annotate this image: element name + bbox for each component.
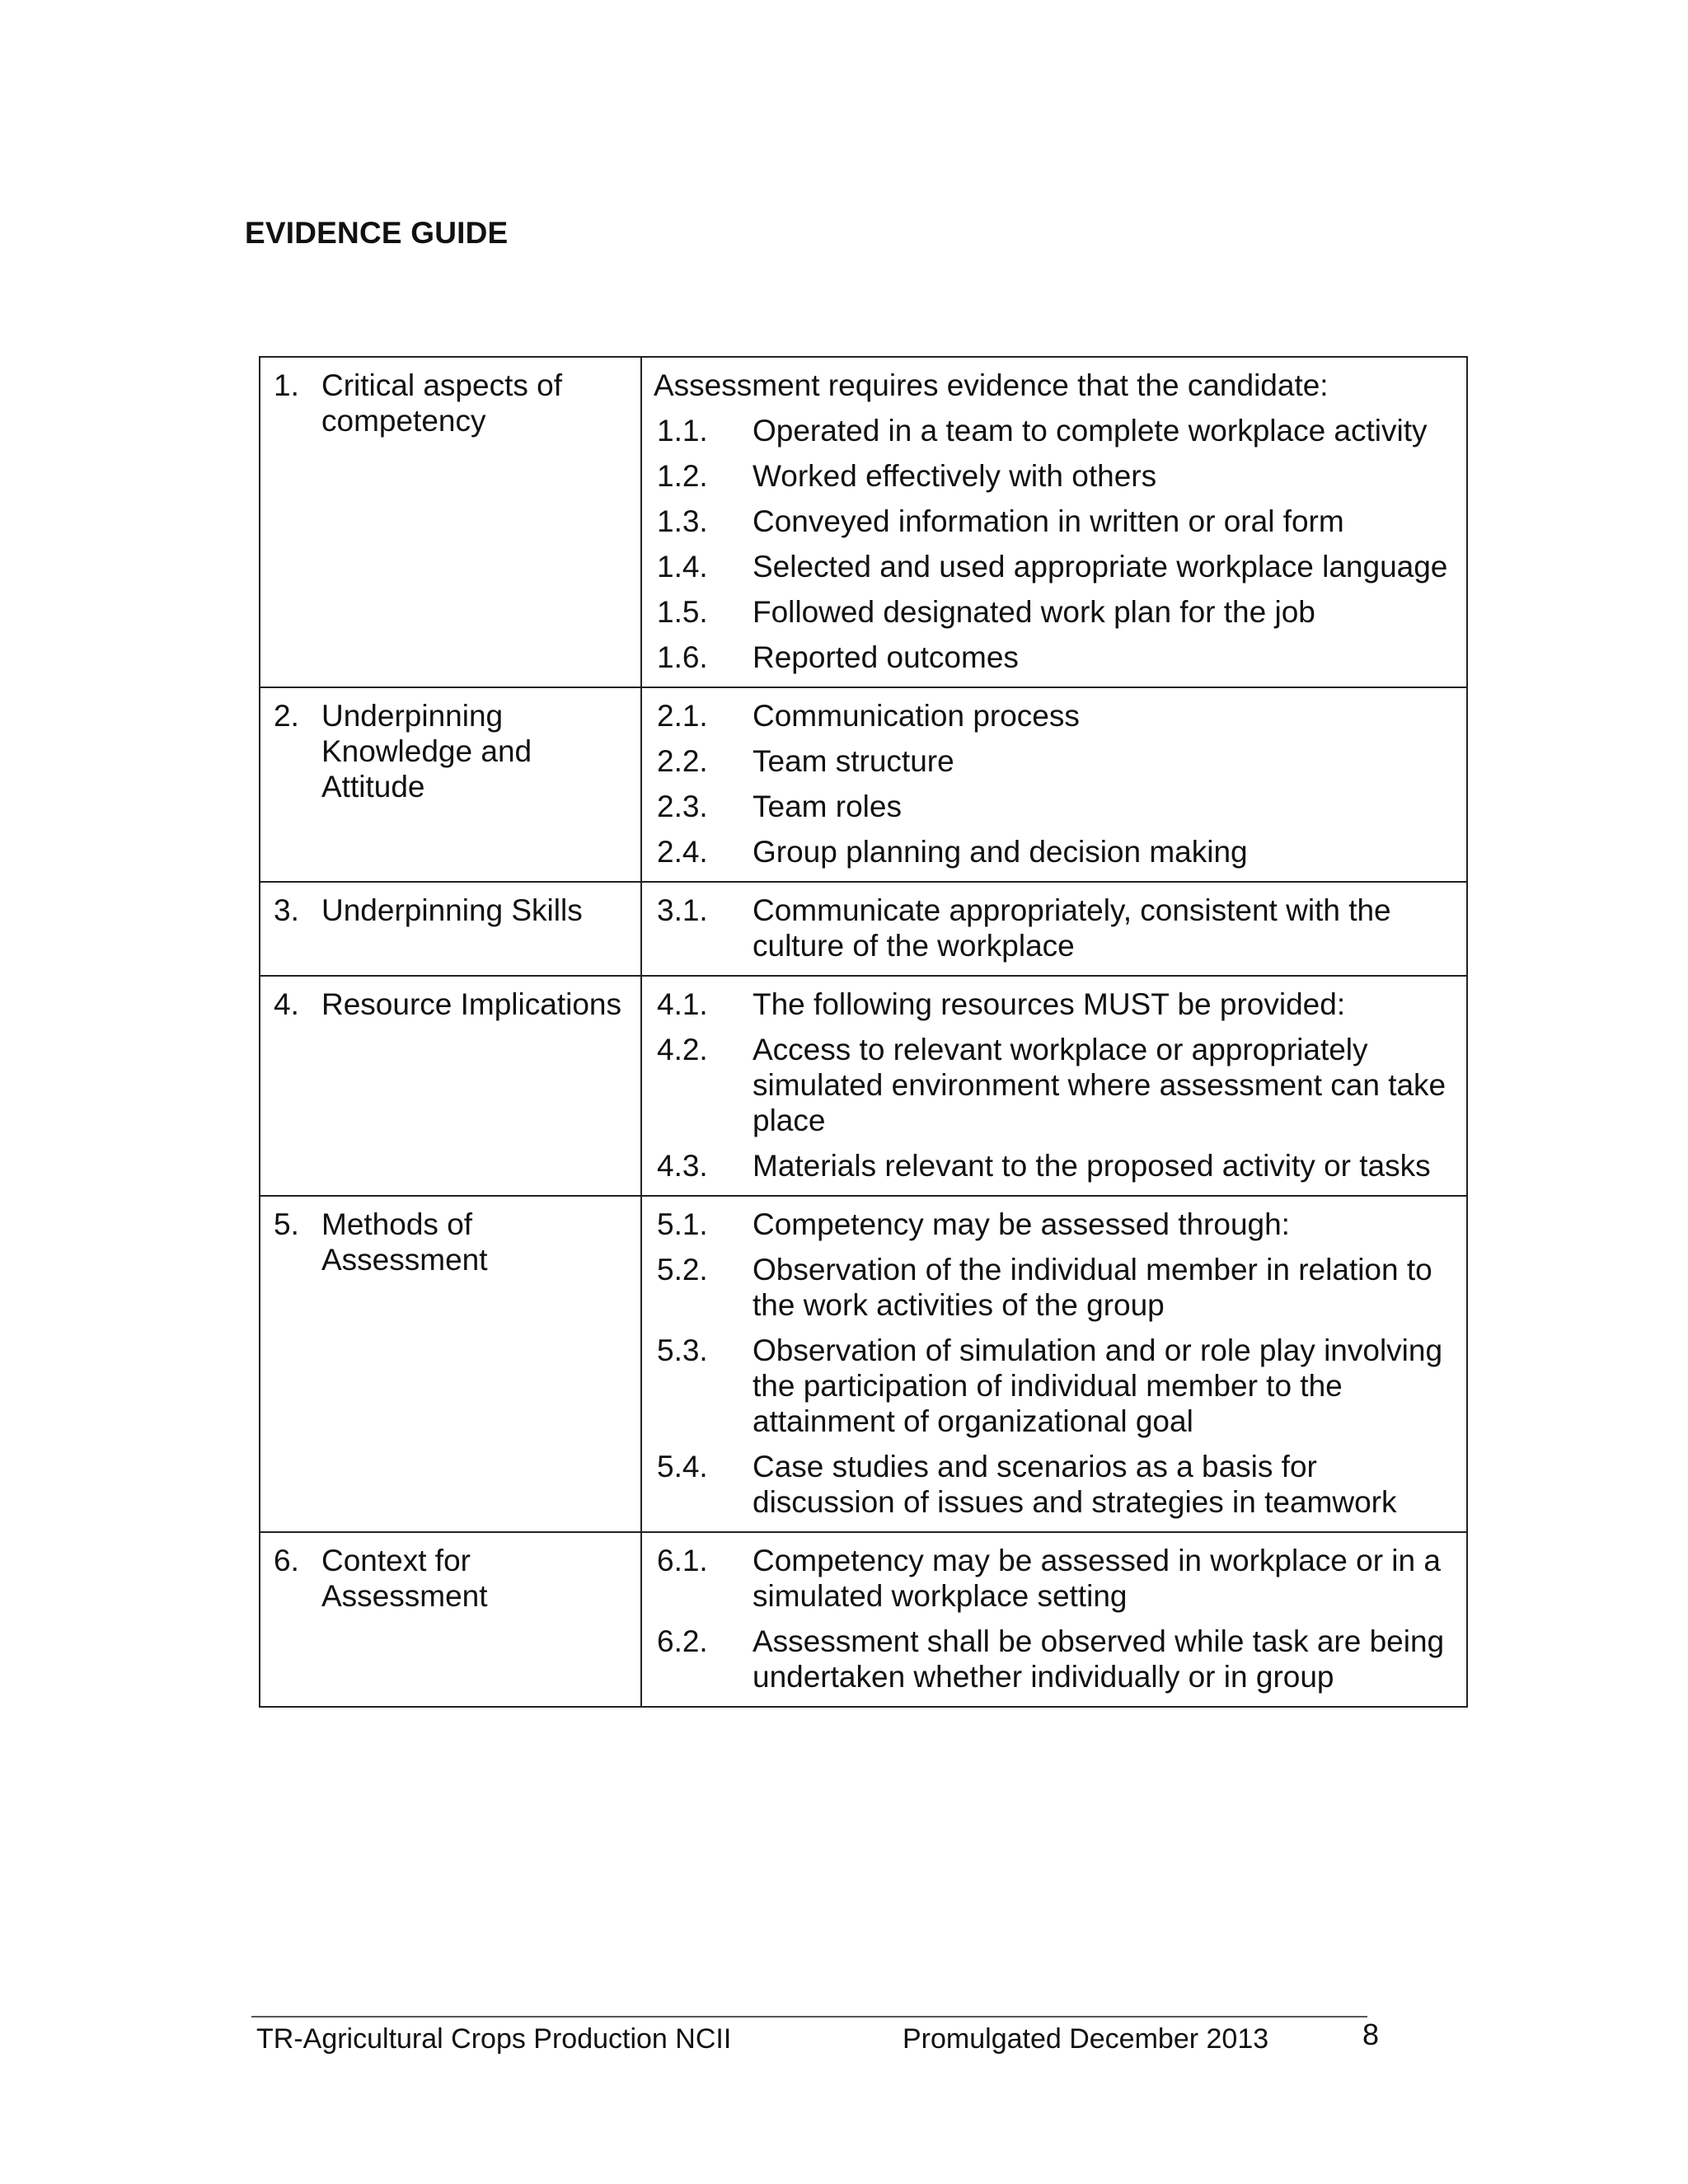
list-item-text: Materials relevant to the proposed activity or tasks bbox=[753, 1149, 1431, 1183]
list-item-number: 2.4. bbox=[657, 835, 708, 869]
list-item bbox=[654, 1543, 1451, 1614]
list-item bbox=[654, 698, 1451, 733]
table-row bbox=[260, 687, 1467, 882]
aspect-cell bbox=[260, 976, 641, 1196]
list-item bbox=[654, 594, 1451, 630]
list-item-text: Communication process bbox=[753, 699, 1080, 733]
list-item bbox=[654, 789, 1451, 824]
list-item bbox=[654, 413, 1451, 448]
list-item bbox=[654, 549, 1451, 584]
aspect-heading bbox=[274, 893, 632, 928]
list-item-number: 5.4. bbox=[657, 1450, 708, 1483]
table-row bbox=[260, 882, 1467, 976]
footer-document-name: TR-Agricultural Crops Production NCII bbox=[256, 2023, 732, 2055]
aspect-number: 1. bbox=[274, 368, 299, 402]
list-item-text: Reported outcomes bbox=[753, 640, 1019, 674]
aspect-heading bbox=[274, 1207, 632, 1277]
aspect-label: Underpinning Knowledge and Attitude bbox=[321, 699, 532, 804]
list-item-number: 1.3. bbox=[657, 504, 708, 538]
list-item-text: Case studies and scenarios as a basis for discussion of issues and strategies in teamwork bbox=[753, 1450, 1397, 1519]
table-row bbox=[260, 1532, 1467, 1707]
detail-cell bbox=[641, 357, 1467, 687]
aspect-number: 2. bbox=[274, 699, 299, 733]
aspect-cell bbox=[260, 1532, 641, 1707]
list-item-number: 5.1. bbox=[657, 1207, 708, 1241]
detail-cell bbox=[641, 1532, 1467, 1707]
list-item-text: Access to relevant workplace or appropriately simulated environment where assessment can take place bbox=[753, 1033, 1447, 1137]
aspect-label: Resource Implications bbox=[321, 987, 621, 1021]
aspect-heading bbox=[274, 698, 632, 804]
list-item bbox=[654, 1252, 1451, 1323]
aspect-cell bbox=[260, 357, 641, 687]
aspect-label: Critical aspects of competency bbox=[321, 368, 562, 438]
aspect-cell bbox=[260, 687, 641, 882]
list-item-text: Observation of the individual member in relation to the work activities of the group bbox=[753, 1253, 1432, 1322]
aspect-heading bbox=[274, 1543, 632, 1614]
aspect-number: 4. bbox=[274, 987, 299, 1021]
list-item bbox=[654, 1449, 1451, 1520]
list-item-number: 3.1. bbox=[657, 893, 708, 927]
table-row bbox=[260, 1196, 1467, 1532]
aspect-heading bbox=[274, 987, 632, 1022]
aspect-number: 5. bbox=[274, 1207, 299, 1241]
list-item-number: 2.2. bbox=[657, 744, 708, 778]
list-item bbox=[654, 1148, 1451, 1183]
list-item-text: Competency may be assessed in workplace or in a simulated workplace setting bbox=[753, 1544, 1441, 1613]
list-item-number: 1.1. bbox=[657, 414, 708, 448]
list-item-text: Group planning and decision making bbox=[753, 835, 1248, 869]
list-item-number: 5.2. bbox=[657, 1253, 708, 1286]
list-item-number: 1.5. bbox=[657, 595, 708, 629]
list-item-number: 1.6. bbox=[657, 640, 708, 674]
list-item-number: 5.3. bbox=[657, 1333, 708, 1367]
list-item-text: The following resources MUST be provided: bbox=[753, 987, 1346, 1021]
table-row bbox=[260, 357, 1467, 687]
aspect-label: Context for Assessment bbox=[321, 1544, 488, 1613]
detail-cell bbox=[641, 976, 1467, 1196]
evidence-table-body bbox=[260, 357, 1467, 1707]
list-item bbox=[654, 1624, 1451, 1694]
aspect-label: Underpinning Skills bbox=[321, 893, 583, 927]
list-item-number: 2.1. bbox=[657, 699, 708, 733]
evidence-guide-table bbox=[259, 356, 1468, 1708]
list-item bbox=[654, 743, 1451, 779]
list-item-text: Team structure bbox=[753, 744, 954, 778]
list-item-text: Conveyed information in written or oral form bbox=[753, 504, 1344, 538]
footer-divider bbox=[251, 2016, 1367, 2018]
aspect-number: 6. bbox=[274, 1544, 299, 1577]
list-item bbox=[654, 987, 1451, 1022]
table-row bbox=[260, 976, 1467, 1196]
list-item-number: 6.1. bbox=[657, 1544, 708, 1577]
aspect-cell bbox=[260, 1196, 641, 1532]
list-item-text: Assessment shall be observed while task are being undertaken whether individually or in group bbox=[753, 1624, 1445, 1694]
detail-cell bbox=[641, 882, 1467, 976]
list-item bbox=[654, 458, 1451, 494]
list-item-number: 6.2. bbox=[657, 1624, 708, 1658]
list-item-number: 1.4. bbox=[657, 550, 708, 583]
list-item bbox=[654, 834, 1451, 869]
list-item-text: Selected and used appropriate workplace language bbox=[753, 550, 1448, 583]
aspect-heading bbox=[274, 368, 632, 438]
list-item bbox=[654, 1032, 1451, 1138]
list-item-text: Followed designated work plan for the job bbox=[753, 595, 1315, 629]
list-item bbox=[654, 640, 1451, 675]
list-item-text: Worked effectively with others bbox=[753, 459, 1157, 493]
list-item bbox=[654, 504, 1451, 539]
list-item-text: Communicate appropriately, consistent with the culture of the workplace bbox=[753, 893, 1391, 963]
list-item-text: Observation of simulation and or role play involving the participation of individual member to the attainment of organizational goal bbox=[753, 1333, 1443, 1438]
detail-cell bbox=[641, 687, 1467, 882]
list-item-number: 4.3. bbox=[657, 1149, 708, 1183]
aspect-label: Methods of Assessment bbox=[321, 1207, 488, 1277]
list-item-text: Team roles bbox=[753, 790, 902, 823]
list-item-number: 1.2. bbox=[657, 459, 708, 493]
footer-promulgated-date: Promulgated December 2013 bbox=[903, 2023, 1269, 2055]
list-item bbox=[654, 1207, 1451, 1242]
aspect-number: 3. bbox=[274, 893, 299, 927]
list-item-text: Competency may be assessed through: bbox=[753, 1207, 1290, 1241]
page-title: EVIDENCE GUIDE bbox=[245, 216, 509, 250]
aspect-cell bbox=[260, 882, 641, 976]
list-item-number: 4.1. bbox=[657, 987, 708, 1021]
list-item bbox=[654, 893, 1451, 963]
list-item-number: 4.2. bbox=[657, 1033, 708, 1066]
detail-intro: Assessment requires evidence that the candidate: bbox=[654, 368, 1329, 402]
list-item-number: 2.3. bbox=[657, 790, 708, 823]
detail-cell bbox=[641, 1196, 1467, 1532]
list-item-text: Operated in a team to complete workplace activity bbox=[753, 414, 1428, 448]
list-item bbox=[654, 1333, 1451, 1439]
footer-page-number: 8 bbox=[1362, 2018, 1380, 2051]
